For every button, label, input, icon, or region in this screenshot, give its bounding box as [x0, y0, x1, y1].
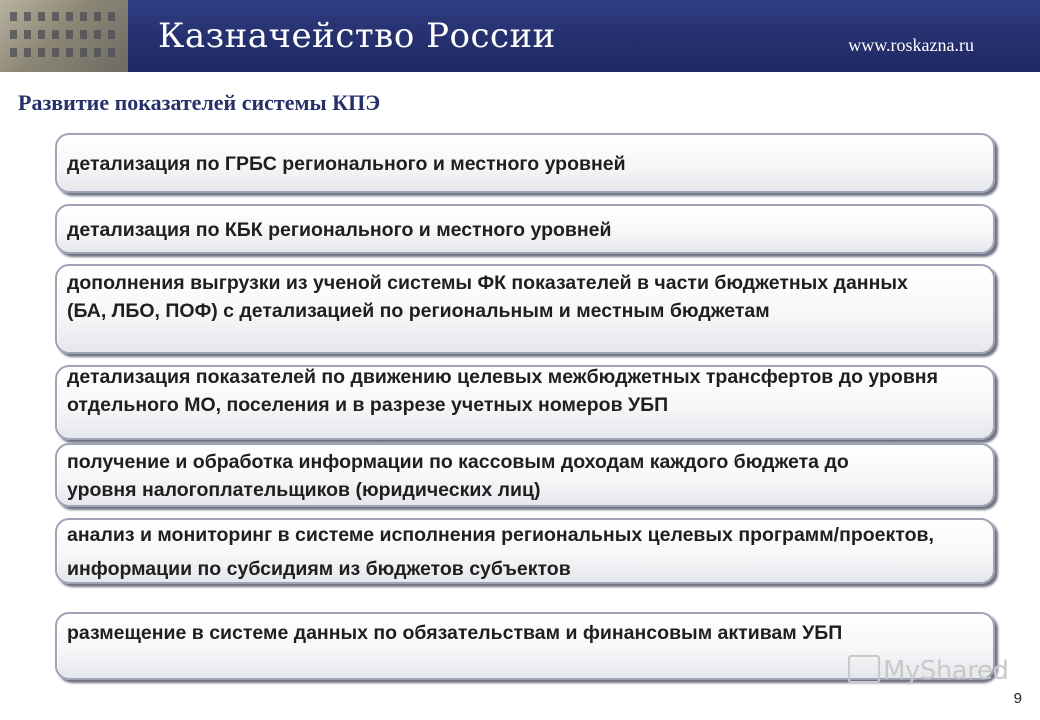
list-item-text: детализация по КБК регионального и местного уровней: [67, 219, 612, 241]
watermark-logo: [848, 655, 1008, 686]
list-item: [55, 264, 995, 354]
page-number: 9: [1013, 690, 1022, 707]
list-item-text: детализация по ГРБС регионального и местного уровней: [67, 153, 626, 175]
list-item-text: дополнения выгрузки из ученой системы ФК показателей в части бюджетных данных (БА, ЛБО, ПОФ) с детализацией по региональным и местным бюджетам: [67, 272, 908, 322]
list-item-text: анализ и мониторинг в системе исполнения региональных целевых программ/проектов, информации по субсидиям из бюджетов субъектов: [67, 524, 934, 580]
header-banner: [0, 0, 1040, 72]
header-url[interactable]: www.roskazna.ru: [848, 35, 974, 55]
building-photo: [0, 0, 128, 72]
screen-icon: [848, 655, 880, 683]
list-item: [55, 365, 995, 440]
list-item: [55, 443, 995, 507]
watermark-text: MyShared: [883, 656, 1009, 686]
list-item-text: детализация показателей по движению целевых межбюджетных трансфертов до уровня отдельного МО, поселения и в разрезе учетных номеров УБП: [67, 366, 938, 416]
page-title: Развитие показателей системы КПЭ: [18, 90, 381, 115]
list-item-text: размещение в системе данных по обязательствам и финансовым активам УБП: [67, 622, 843, 644]
list-item: [55, 133, 995, 193]
list-item: [55, 518, 995, 584]
list-item: [55, 204, 995, 254]
list-item-text: получение и обработка информации по кассовым доходам каждого бюджета до уровня налогоплательщиков (юридических лиц): [67, 451, 849, 501]
header-title: Казначейство России: [158, 16, 556, 56]
